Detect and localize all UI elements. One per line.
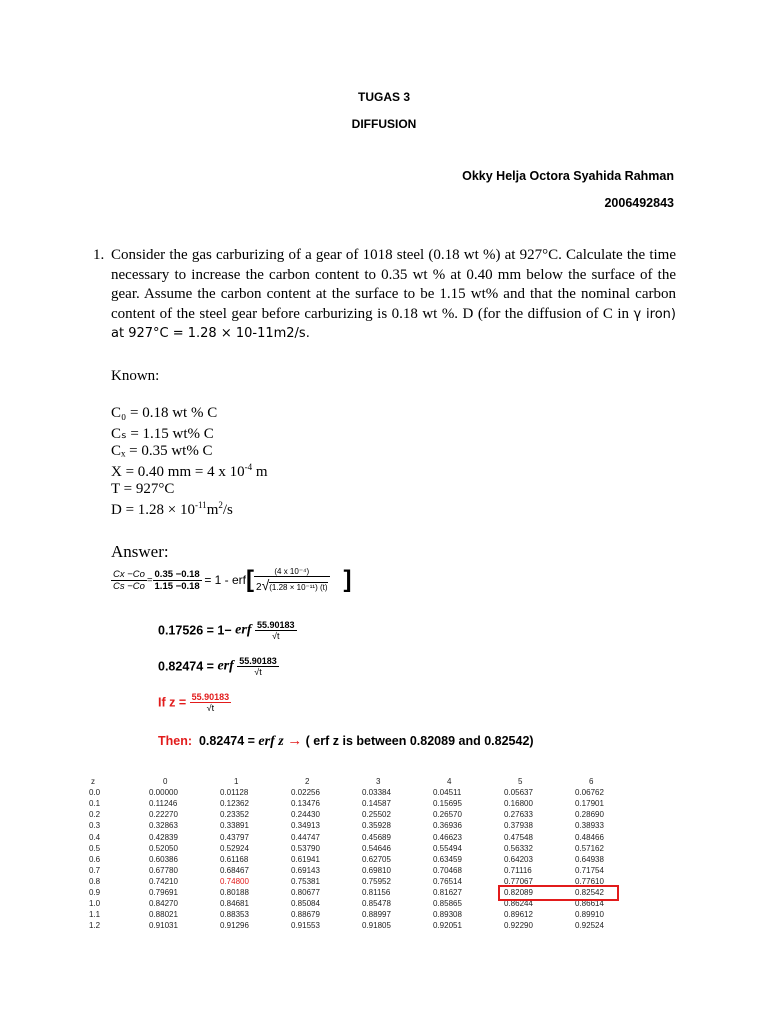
erf-value-cell: 0.74210 (149, 876, 178, 886)
eq2-lhs: 0.17526 = 1− (158, 623, 236, 638)
erf-value-cell: 0.35928 (362, 821, 391, 831)
eq1-left-bracket: [ (246, 566, 255, 593)
arrow-right-icon: → (287, 732, 303, 749)
erf-value-cell: 0.60386 (149, 854, 178, 864)
column-header: 2 (305, 777, 310, 787)
erf-value-cell: 0.88997 (362, 910, 391, 920)
eq1-mid-num: 0.35 −0.18 (154, 568, 200, 580)
erf-value-cell: 0.85865 (433, 899, 462, 909)
highlight-box (498, 885, 619, 901)
eq1-lhs-den: Cs −Co (113, 580, 145, 592)
erf-value-cell: 0.34913 (291, 821, 320, 831)
erf-value-cell: 0.75952 (362, 876, 391, 886)
eq3-fraction (237, 656, 279, 677)
erf-value-cell: 0.80677 (291, 887, 320, 897)
column-header-z: z (91, 777, 95, 787)
table-row (85, 909, 646, 920)
erf-value-cell: 0.92290 (504, 921, 533, 931)
table-row (85, 865, 646, 876)
eq1-right-bracket: ] (343, 566, 352, 593)
erf-value-cell: 0.56332 (504, 843, 533, 853)
table-row (85, 798, 646, 809)
eq1-lhs-fraction (111, 569, 147, 592)
if-z-fraction (190, 692, 232, 713)
known-c0: C₀ = 0.18 wt % C (111, 405, 218, 421)
erf-value-cell: 0.74800 (220, 876, 249, 886)
eq1-equals: = (146, 574, 153, 586)
erf-value-cell: 0.85084 (291, 899, 320, 909)
erf-value-cell: 0.70468 (433, 865, 462, 875)
column-header: 3 (376, 777, 381, 787)
table-row (85, 831, 646, 842)
erf-value-cell: 0.88679 (291, 910, 320, 920)
erf-value-cell: 0.24430 (291, 810, 320, 820)
erf-table-header-row (85, 776, 646, 787)
erf-value-cell: 0.86244 (504, 899, 533, 909)
erf-value-cell: 0.77067 (504, 876, 533, 886)
erf-value-cell: 0.45689 (362, 832, 391, 842)
then-label: Then: (158, 734, 193, 748)
erf-value-cell: 0.12362 (220, 799, 249, 809)
erf-value-cell: 0.67780 (149, 865, 178, 875)
erf-value-cell: 0.82089 (504, 887, 533, 897)
z-value-cell: 0.0 (89, 788, 101, 798)
erf-value-cell: 0.84270 (149, 899, 178, 909)
erf-value-cell: 0.38933 (575, 821, 604, 831)
erf-table-wrapper (85, 776, 646, 931)
erf-value-cell: 0.42839 (149, 832, 178, 842)
problem-number: 1. (93, 247, 105, 263)
document-subtitle: DIFFUSION (351, 117, 417, 131)
erf-value-cell: 0.55494 (433, 843, 462, 853)
problem-text: Consider the gas carburizing of a gear of 1018 steel (0.18 wt %) at 927°C. Calculate the time necessary to increase the carbon content to 0.35 wt % at 0.40 mm below the surface of the gear. Assume the carbon content at the surface to be 1.15 wt% and that the nominal carbon content of the steel gear before carburizing is 0.18 wt %. D (for the diffusion of C in (111, 247, 676, 322)
column-header: 5 (518, 777, 523, 787)
table-row (85, 809, 646, 820)
table-row (85, 787, 646, 798)
known-x-unit: m (252, 464, 268, 480)
erf-value-cell: 0.86614 (575, 899, 604, 909)
equation-2 (158, 620, 297, 641)
known-d-unit-exponent: 2 (218, 500, 223, 510)
erf-value-cell: 0.23352 (220, 810, 249, 820)
then-note: ( erf z is between 0.82089 and 0.82542) (302, 734, 534, 748)
z-value-cell: 1.2 (89, 921, 101, 931)
erf-value-cell: 0.03384 (362, 788, 391, 798)
known-d (111, 500, 233, 519)
erf-value-cell: 0.52050 (149, 843, 178, 853)
table-row (85, 843, 646, 854)
eq1-inner-fraction (254, 567, 330, 593)
erf-value-cell: 0.52924 (220, 843, 249, 853)
known-cs: Cₛ = 1.15 wt% C (111, 426, 214, 442)
eq2-den: √t (272, 631, 280, 641)
erf-value-cell: 0.80188 (220, 887, 249, 897)
eq2-fraction (255, 620, 297, 641)
eq1-inner-den (254, 577, 330, 593)
erf-value-cell: 0.02256 (291, 788, 320, 798)
known-cx: Cₓ = 0.35 wt% C (111, 443, 213, 459)
erf-value-cell: 0.43797 (220, 832, 249, 842)
erf-value-cell: 0.47548 (504, 832, 533, 842)
column-header: 6 (589, 777, 594, 787)
eq1-sqrt-icon: √ (261, 577, 270, 593)
erf-value-cell: 0.64203 (504, 854, 533, 864)
erf-value-cell: 0.32863 (149, 821, 178, 831)
erf-value-cell: 0.89308 (433, 910, 462, 920)
if-z-line (158, 692, 231, 713)
erf-value-cell: 0.63459 (433, 854, 462, 864)
erf-value-cell: 0.84681 (220, 899, 249, 909)
erf-value-cell: 0.71754 (575, 865, 604, 875)
table-row (85, 854, 646, 865)
erf-value-cell: 0.01128 (220, 788, 249, 798)
known-d-unit-tail: /s (222, 502, 233, 518)
erf-value-cell: 0.92524 (575, 921, 604, 931)
known-x-exponent: -4 (244, 462, 253, 472)
eq1-inner-num: (4 x 10⁻⁴) (254, 567, 330, 577)
erf-value-cell: 0.48466 (575, 832, 604, 842)
author-name: Okky Helja Octora Syahida Rahman (462, 169, 674, 183)
eq1-inner-den-coef: 2 (256, 582, 262, 593)
erf-value-cell: 0.81156 (362, 887, 391, 897)
erf-value-cell: 0.27633 (504, 810, 533, 820)
z-value-cell: 1.1 (89, 910, 101, 920)
z-value-cell: 0.1 (89, 799, 101, 809)
z-value-cell: 0.5 (89, 843, 101, 853)
erf-value-cell: 0.22270 (149, 810, 178, 820)
answer-heading: Answer: (111, 542, 169, 561)
erf-value-cell: 0.82542 (575, 887, 604, 897)
table-row (85, 820, 646, 831)
erf-value-cell: 0.06762 (575, 788, 604, 798)
erf-value-cell: 0.88021 (149, 910, 178, 920)
z-value-cell: 0.4 (89, 832, 101, 842)
eq3-num: 55.90183 (239, 656, 277, 666)
problem-statement (93, 246, 676, 344)
erf-value-cell: 0.62705 (362, 854, 391, 864)
erf-value-cell: 0.69810 (362, 865, 391, 875)
erf-value-cell: 0.75381 (291, 876, 320, 886)
erf-value-cell: 0.04511 (433, 788, 462, 798)
erf-value-cell: 0.92051 (433, 921, 462, 931)
column-header: 4 (447, 777, 452, 787)
known-x-base: X = 0.40 mm = 4 x 10 (111, 464, 245, 480)
erf-value-cell: 0.17901 (575, 799, 604, 809)
erf-value-cell: 0.91805 (362, 921, 391, 931)
z-value-cell: 0.8 (89, 876, 101, 886)
erf-value-cell: 0.16800 (504, 799, 533, 809)
column-header: 0 (163, 777, 168, 787)
eq1-lhs-num: Cx −Co (113, 568, 145, 580)
erf-value-cell: 0.11246 (149, 799, 178, 809)
equation-1 (111, 566, 352, 594)
erf-value-cell: 0.81627 (433, 887, 462, 897)
erf-value-cell: 0.57162 (575, 843, 604, 853)
eq3-den: √t (254, 667, 262, 677)
eq2-erf: erf (235, 622, 252, 638)
known-d-base: D = 1.28 × 10 (111, 502, 196, 518)
column-header: 1 (234, 777, 239, 787)
if-z-label: If z = (158, 695, 190, 710)
erf-value-cell: 0.00000 (149, 788, 178, 798)
erf-value-cell: 0.36936 (433, 821, 462, 831)
erf-value-cell: 0.88353 (220, 910, 249, 920)
known-x (111, 462, 268, 481)
erf-value-cell: 0.91553 (291, 921, 320, 931)
erf-table (85, 776, 646, 931)
erf-value-cell: 0.85478 (362, 899, 391, 909)
z-value-cell: 0.2 (89, 810, 101, 820)
known-d-unit: m (206, 502, 219, 518)
z-value-cell: 0.9 (89, 887, 101, 897)
z-value-cell: 0.3 (89, 821, 101, 831)
known-t: T = 927°C (111, 481, 175, 497)
z-value-cell: 1.0 (89, 899, 101, 909)
erf-value-cell: 0.28690 (575, 810, 604, 820)
eq1-mid-den: 1.15 −0.18 (154, 580, 200, 592)
erf-value-cell: 0.25502 (362, 810, 391, 820)
erf-value-cell: 0.76514 (433, 876, 462, 886)
erf-value-cell: 0.71116 (504, 865, 532, 875)
erf-value-cell: 0.33891 (220, 821, 249, 831)
erf-value-cell: 0.26570 (433, 810, 462, 820)
erf-value-cell: 0.54646 (362, 843, 391, 853)
eq1-inner-den-radicand: (1.28 × 10⁻¹¹) (t) (269, 583, 328, 592)
erf-value-cell: 0.46623 (433, 832, 462, 842)
document-title: TUGAS 3 (357, 90, 410, 104)
erf-value-cell: 0.13476 (291, 799, 320, 809)
erf-value-cell: 0.64938 (575, 854, 604, 864)
table-row (85, 920, 646, 931)
erf-value-cell: 0.37938 (504, 821, 533, 831)
erf-value-cell: 0.44747 (291, 832, 320, 842)
erf-value-cell: 0.77610 (575, 876, 604, 886)
erf-table-body (85, 787, 646, 931)
erf-value-cell: 0.68467 (220, 865, 249, 875)
erf-value-cell: 0.89910 (575, 910, 604, 920)
erf-value-cell: 0.89612 (504, 910, 533, 920)
erf-value-cell: 0.69143 (291, 865, 320, 875)
erf-value-cell: 0.61941 (291, 854, 320, 864)
erf-value-cell: 0.61168 (220, 854, 249, 864)
erf-value-cell: 0.53790 (291, 843, 320, 853)
equation-3 (158, 656, 279, 677)
erf-value-cell: 0.14587 (362, 799, 391, 809)
z-value-cell: 0.6 (89, 854, 101, 864)
eq1-one-minus-erf: = 1 - erf (204, 573, 247, 587)
erf-value-cell: 0.15695 (433, 799, 462, 809)
erf-value-cell: 0.91296 (220, 921, 249, 931)
eq3-erf: erf (217, 658, 234, 674)
z-value-cell: 0.7 (89, 865, 101, 875)
eq2-num: 55.90183 (256, 620, 295, 630)
erf-value-cell: 0.79691 (149, 887, 178, 897)
then-eq-lhs: 0.82474 = (198, 734, 259, 748)
if-z-num: 55.90183 (191, 692, 230, 702)
then-eq-erf: erf z (258, 734, 284, 749)
eq3-lhs: 0.82474 = (158, 659, 218, 674)
erf-value-cell: 0.05637 (504, 788, 533, 798)
known-heading: Known: (111, 368, 160, 384)
problem-text-gamma: γ iron) at 927°C = 1.28 × 10-11m2/s. (111, 306, 676, 341)
eq1-mid-fraction (153, 569, 202, 592)
if-z-den: √t (206, 703, 215, 713)
student-id: 2006492843 (604, 196, 674, 210)
then-line (158, 732, 534, 750)
known-d-exponent: -11 (195, 500, 207, 510)
erf-value-cell: 0.91031 (149, 921, 178, 931)
